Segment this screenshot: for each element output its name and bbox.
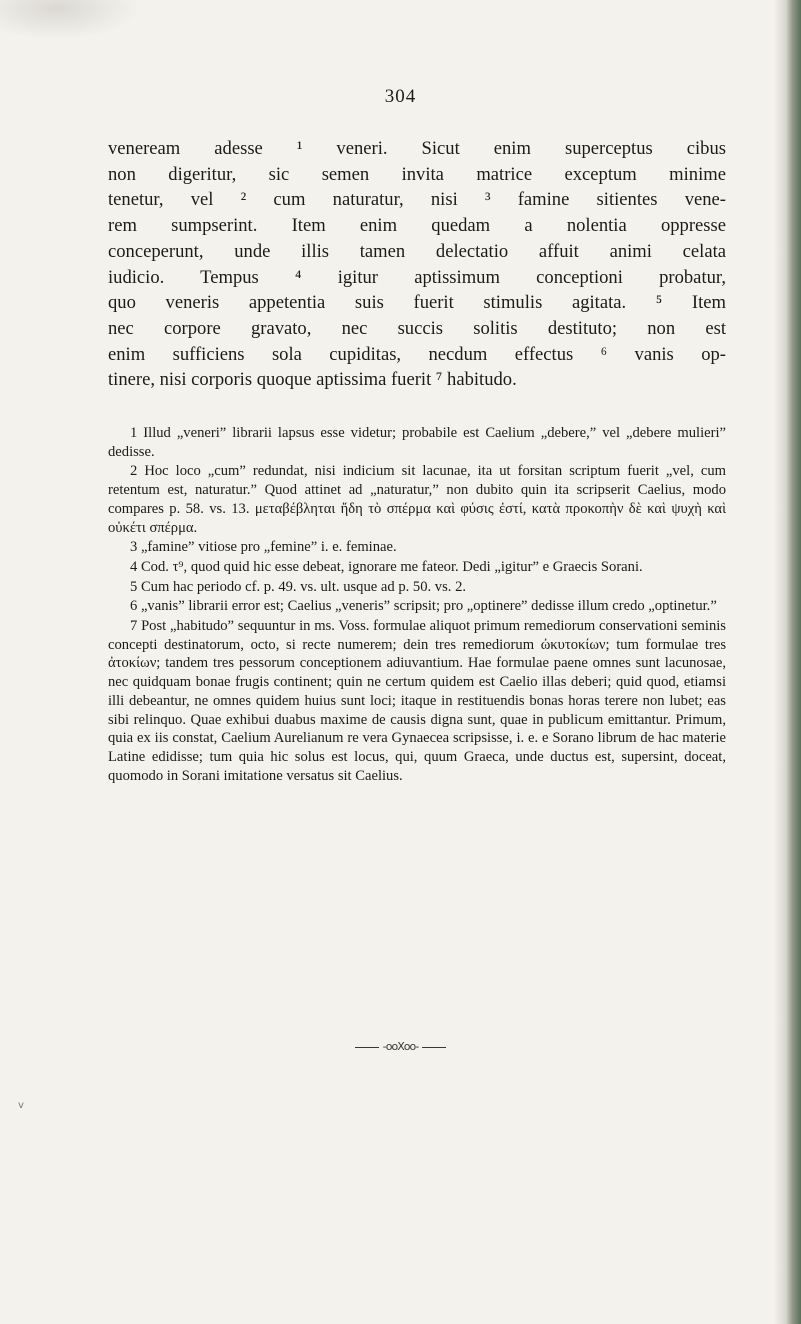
main-text-line: tinere, nisi corporis quoque aptissima fuerit ⁷ habitudo. <box>108 369 517 391</box>
footnote-4: 4 Cod. τ⁹, quod quid hic esse debeat, ignorare me fateor. Dedi „igitur” e Graecis Sorani. <box>130 558 643 575</box>
page-number: 304 <box>384 86 417 107</box>
footnote-2: 2 Hoc loco „cum” redundat, nisi indicium sit lacunae, ita ut forsitan scriptum fuerit „vel, cum retentum est, naturatur.” Quod attinet ad „naturatur,” non dubito quin ita scripserit Caelius, modo compares p. 58. vs. 13. μεταβέβληται ἤδη τὸ σπέρμα καὶ φύσις ἐστί, κατὰ προκοπὴν δὲ καὶ ψυχὴ καὶ οὐκέτι σπέρμα. <box>108 463 726 536</box>
main-text-line: rem sumpserint. Item enim quedam a nolentia oppresse <box>108 215 726 237</box>
main-text-line: quo veneris appetentia suis fuerit stimulis agitata. ⁵ Item <box>108 292 726 314</box>
main-text-line: non digeritur, sic semen invita matrice exceptum minime <box>108 163 726 185</box>
footnotes <box>108 424 726 786</box>
main-text-line: tenetur, vel ² cum naturatur, nisi ³ famine sitientes vene- <box>108 189 726 211</box>
main-text-line: nec corpore gravato, nec succis solitis destituto; non est <box>108 317 726 339</box>
main-text-line: iudicio. Tempus ⁴ igitur aptissimum conceptioni probatur, <box>108 266 726 288</box>
separator-dash-right <box>422 1047 446 1048</box>
main-text-line: conceperunt, unde illis tamen delectatio affuit animi celata <box>108 240 726 262</box>
margin-mark: v <box>18 1100 24 1111</box>
ornamental-separator <box>0 1040 801 1053</box>
footnote-1: 1 Illud „veneri” librarii lapsus esse videtur; probabile est Caelium „debere,” vel „debere mulieri” dedisse. <box>108 425 726 460</box>
footnote-7: 7 Post „habitudo” sequuntur in ms. Voss. formulae aliquot primum remediorum conservationi seminis concepti destinatorum, octo, si recte numerem; dein tres remediorum ὠκυτοκίων; tum formulae tres ἀτοκίων; tandem tres pessorum conceptionem adiuvantium. Hae formulae paene omnes sunt lacunosae, nec quidquam bonae frugis continent; quin ne certum quidem est Caelio illas deberi; quid quod, etiamsi illi debeantur, ne omnes quidem huius sunt loci; itaque in restituendis bonas horas terere non lubet; eas sibi relinquo. Quae exhibui duabus maxime de causis digna sunt, quae in publicum emittantur. Primum, quia ex iis constat, Caelium Aurelianum re vera Gynaecea scripsisse, i. e. e Sorano librum de hac materie Latine edidisse; tum quia hic solus est locus, qui, quum Graeca, unde ductus est, supersint, doceat, quomodo in Sorani imitatione versatus sit Caelius. <box>108 618 726 784</box>
main-text-line: enim sufficiens sola cupiditas, necdum effectus ⁶ vanis op- <box>108 343 726 365</box>
page-edge-shadow <box>773 0 801 1324</box>
main-text-line: veneream adesse ¹ veneri. Sicut enim superceptus cibus <box>108 138 726 159</box>
separator-dash-left <box>355 1047 379 1048</box>
paper-stain <box>0 0 140 40</box>
footnote-5: 5 Cum hac periodo cf. p. 49. vs. ult. usque ad p. 50. vs. 2. <box>130 578 467 595</box>
footnote-6: 6 „vanis” librarii error est; Caelius „veneris” scripsit; pro „optinere” dedisse illum credo „optinetur.” <box>130 598 717 615</box>
main-text-block <box>108 136 726 393</box>
footnote-3: 3 „famine” vitiose pro „femine” i. e. feminae. <box>130 539 397 556</box>
separator-ornament: -ooXoo- <box>382 1040 419 1053</box>
